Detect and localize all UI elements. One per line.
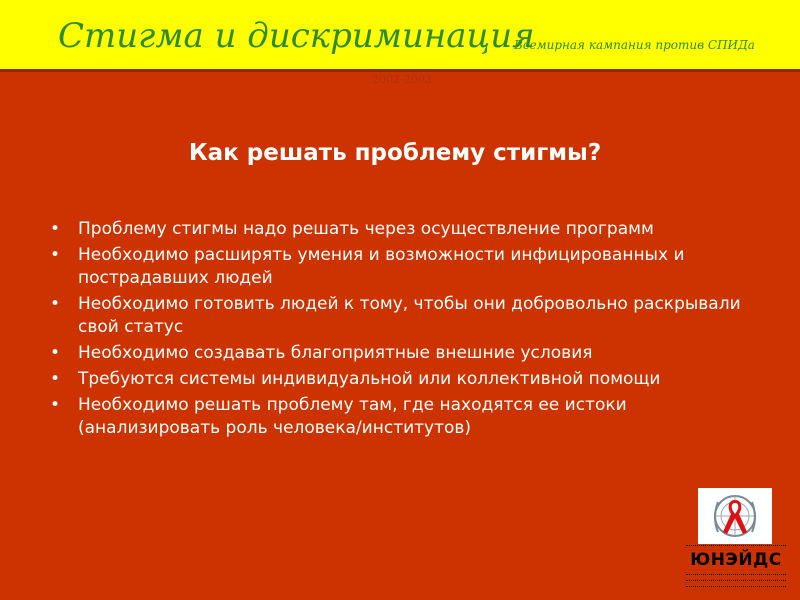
header-title: Стигма и дискриминация: [58, 16, 535, 56]
bullet-item: [50, 368, 760, 391]
bullet-item: [50, 394, 760, 440]
bullet-item: [50, 218, 760, 241]
unaids-logo: [698, 488, 772, 544]
bullet-text: Требуются системы индивидуальной или коллективной помощи: [78, 369, 661, 389]
bullet-item: [50, 342, 760, 365]
bullet-item: [50, 293, 760, 339]
bullet-text: Необходимо создавать благоприятные внешние условия: [78, 343, 593, 363]
bullet-icon: •: [50, 369, 61, 389]
bullet-text: Необходимо готовить людей к тому, чтобы они добровольно раскрывали свой статус: [78, 294, 741, 337]
logo-name: ЮНЭЙДС: [690, 550, 782, 570]
logo-fine-print: [686, 574, 786, 592]
bullet-item: [50, 244, 760, 290]
header-bar: [0, 0, 800, 72]
bullet-text: Проблему стигмы надо решать через осуществление программ: [78, 219, 654, 239]
bullet-icon: •: [50, 219, 61, 239]
bullet-icon: •: [50, 294, 61, 314]
bullet-text: Необходимо расширять умения и возможности инфицированных и пострадавших людей: [78, 245, 685, 288]
slide-title: Как решать проблему стигмы?: [188, 140, 602, 166]
header-years: 2002-2003: [372, 73, 432, 86]
bullet-list: [50, 218, 760, 443]
bullet-icon: •: [50, 245, 61, 265]
header-campaign: Всемирная кампания против СПИДа: [514, 38, 755, 52]
bullet-icon: •: [50, 343, 61, 363]
bullet-icon: •: [50, 395, 61, 415]
un-emblem-red-ribbon-icon: [698, 488, 772, 544]
bullet-text: Необходимо решать проблему там, где находятся ее истоки (анализировать роль человека/институтов): [78, 395, 627, 438]
